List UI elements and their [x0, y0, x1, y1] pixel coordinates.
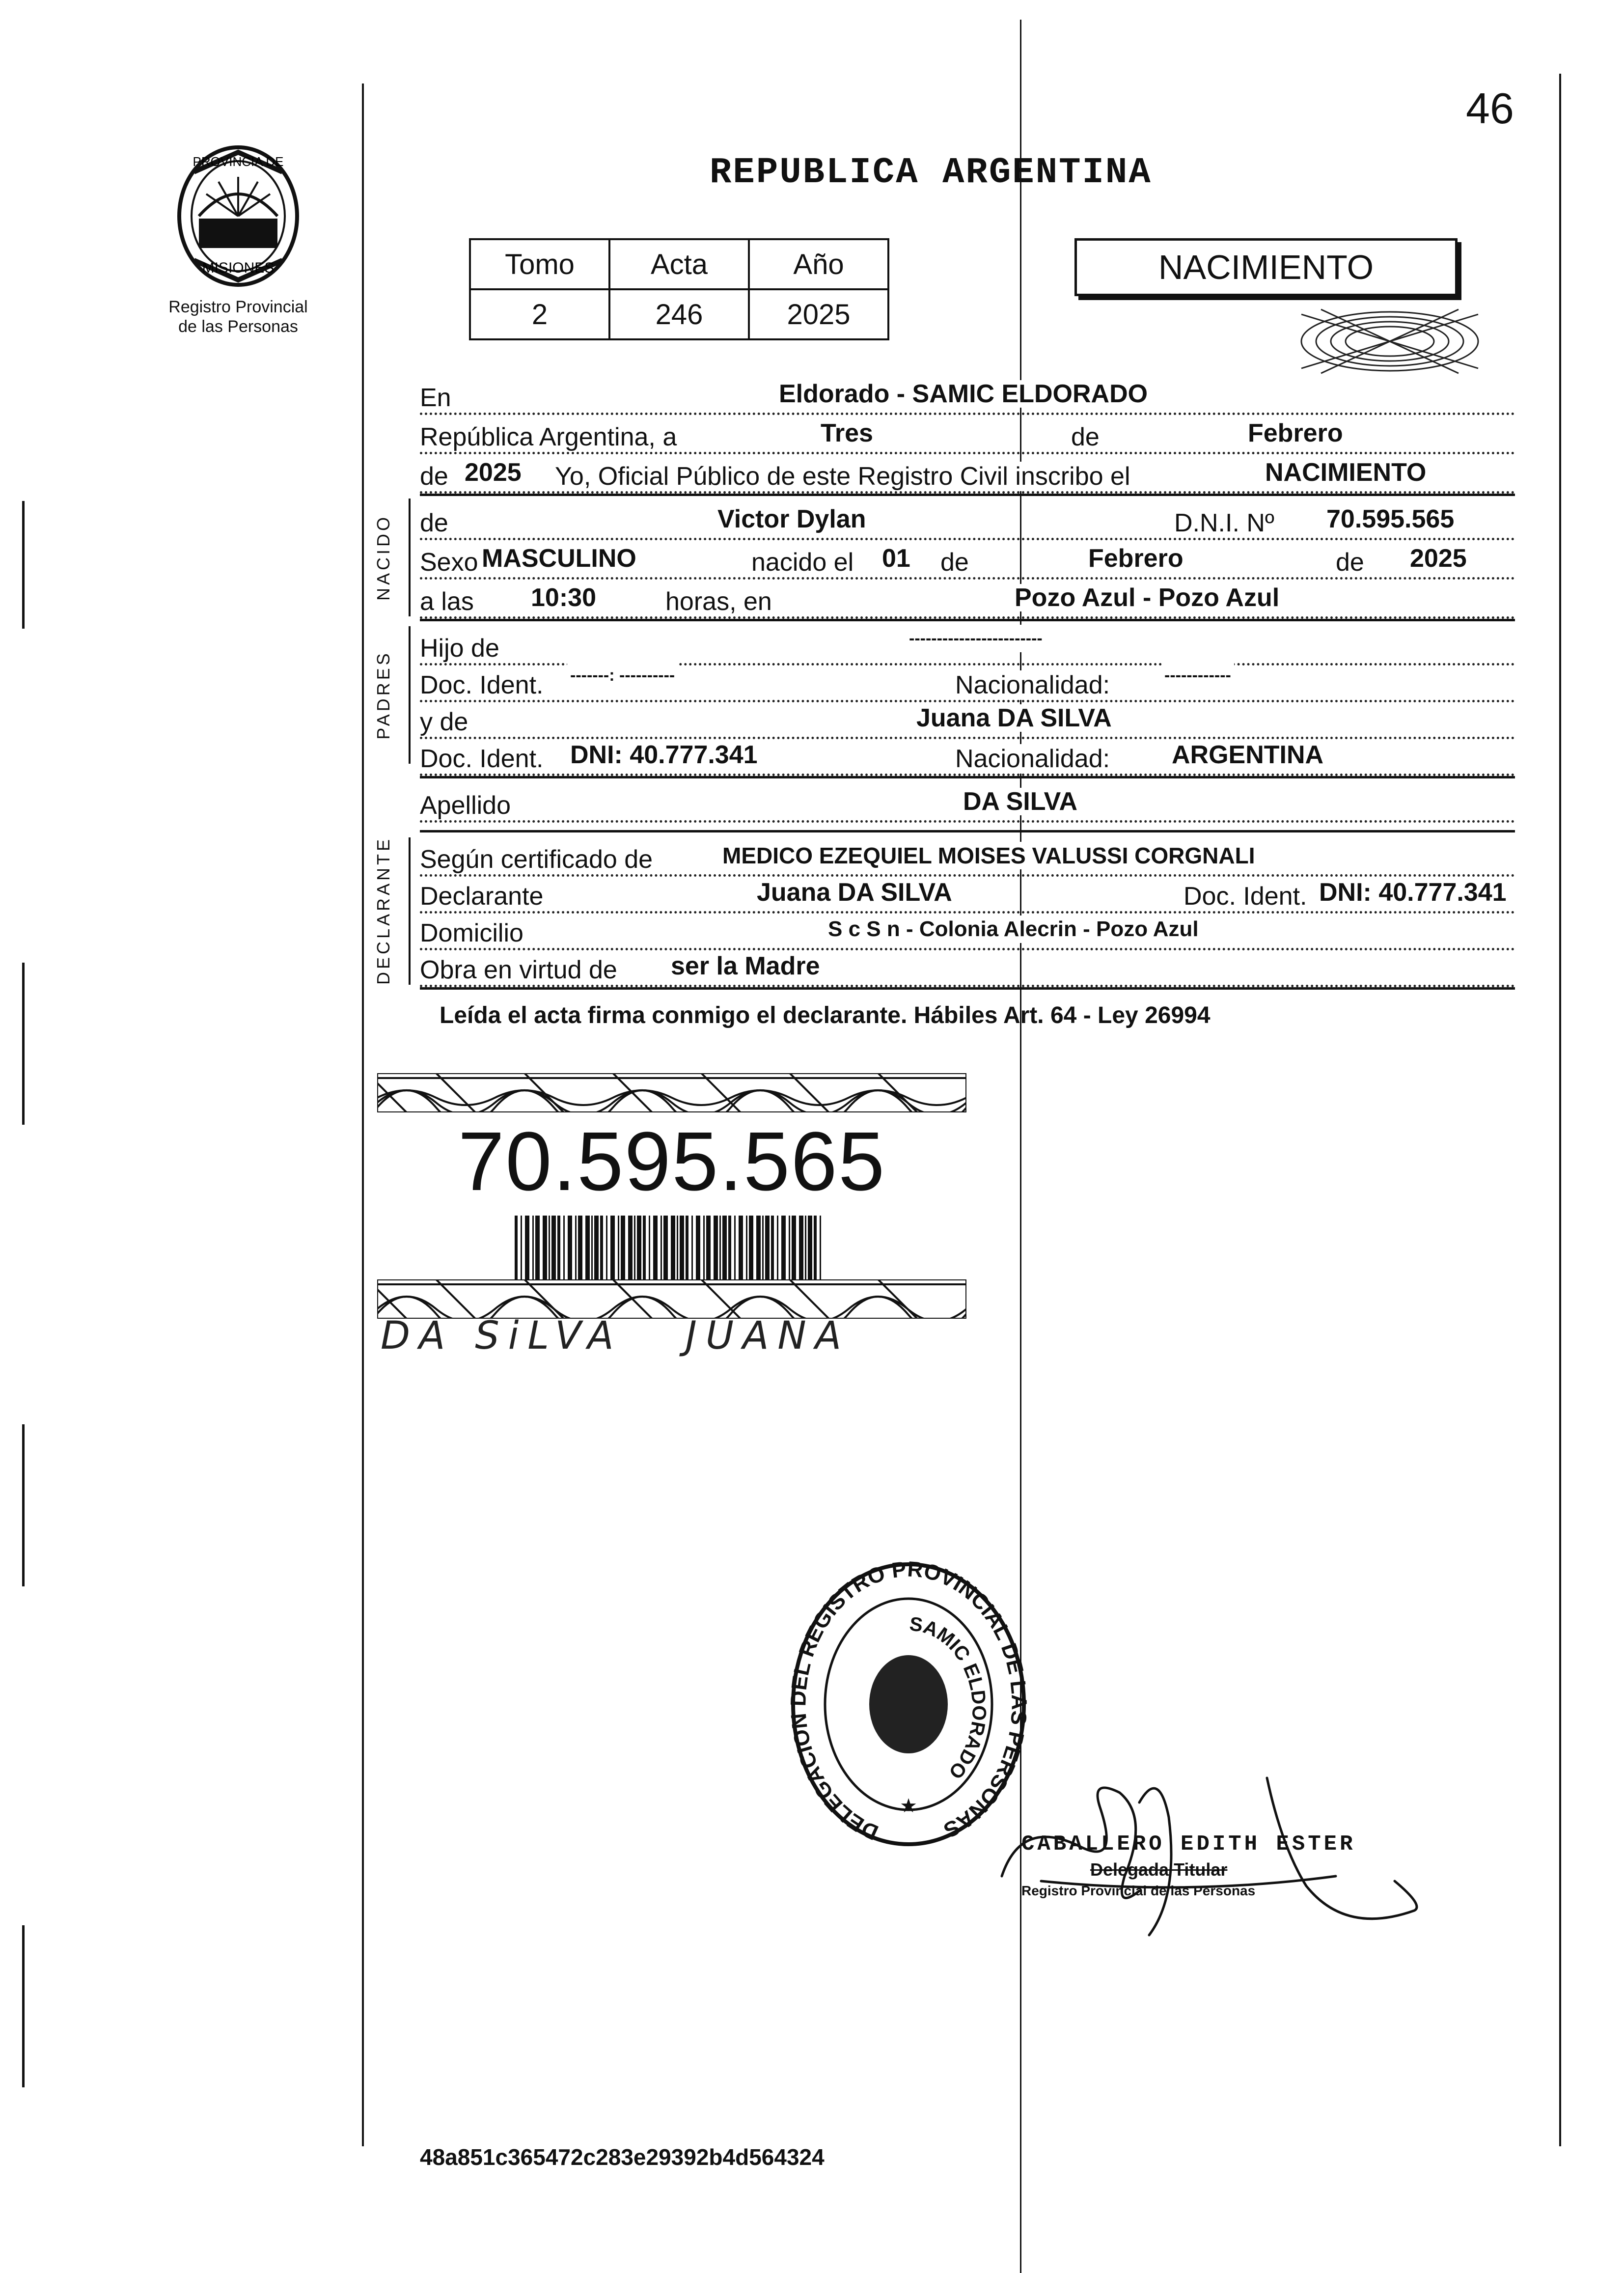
section-divider-declarante	[409, 837, 411, 985]
book-header-acta: Acta	[609, 239, 749, 289]
label-apellido: Apellido	[420, 791, 515, 820]
barcode-bar	[521, 1216, 522, 1279]
barcode-bar	[671, 1216, 675, 1279]
value-declarant-doc: DNI: 40.777.341	[1316, 879, 1510, 906]
barcode-bar	[722, 1216, 727, 1279]
left-margin-line	[362, 83, 364, 2146]
closing-note: Leída el acta firma conmigo el declarante. Hábiles Art. 64 - Ley 26994	[440, 1002, 1211, 1028]
book-reference-table	[469, 238, 889, 340]
barcode-bar	[728, 1216, 731, 1279]
book-header-tomo: Tomo	[470, 239, 609, 289]
label-doc-ident-declarant: Doc. Ident.	[1179, 882, 1311, 911]
section-label-padres: PADRES	[373, 650, 393, 740]
stamp-line-name: CABALLERO EDITH ESTER	[1021, 1832, 1356, 1857]
value-act-type: NACIMIENTO	[1262, 459, 1429, 486]
barcode-bar	[792, 1216, 796, 1279]
barcode-bar	[762, 1216, 764, 1279]
stamp-line-title: Delegada Titular	[1090, 1859, 1228, 1880]
barcode-bar	[578, 1216, 582, 1279]
row-surname	[420, 781, 1515, 823]
value-year: 2025	[462, 459, 524, 486]
label-hijo-de: Hijo de	[420, 634, 503, 663]
barcode-bar	[515, 1216, 518, 1279]
barcode-bar	[808, 1216, 812, 1279]
barcode-bar	[680, 1216, 684, 1279]
row-capacity	[420, 945, 1515, 987]
label-domicilio: Domicilio	[420, 918, 527, 948]
value-month: Febrero	[1245, 419, 1346, 447]
value-time: 10:30	[528, 584, 599, 611]
barcode-bar	[525, 1216, 529, 1279]
barcode-bar	[739, 1216, 743, 1279]
province-emblem	[165, 142, 312, 290]
document-type-box: NACIMIENTO	[1074, 238, 1458, 296]
row-mother	[420, 697, 1515, 739]
label-obra: Obra en virtud de	[420, 955, 621, 985]
label-de-month: de	[936, 548, 973, 577]
barcode-bar	[719, 1216, 721, 1279]
section-divider-padres	[409, 626, 411, 764]
svg-text:★: ★	[900, 1795, 917, 1817]
seal-outer-text: DELEGACION DEL REGISTRO PROVINCIAL DE LAS PERSONAS	[786, 1557, 1031, 1845]
barcode-bar	[691, 1216, 693, 1279]
scan-edge-mark	[22, 963, 25, 1125]
label-sexo: Sexo	[420, 548, 482, 577]
scan-edge-mark	[22, 1925, 25, 2087]
registry-caption	[145, 297, 331, 336]
label-de-birth-year: de	[1331, 548, 1368, 577]
country-title: REPUBLICA ARGENTINA	[710, 152, 1152, 194]
label-statement: Yo, Oficial Público de este Registro Civil inscribo el	[550, 462, 1134, 491]
value-father-name: ------------------------	[906, 625, 1046, 652]
barcode-bar	[696, 1216, 700, 1279]
row-date	[420, 413, 1515, 454]
label-dni: D.N.I. Nº	[1171, 508, 1278, 538]
rule-intro	[420, 494, 1515, 496]
row-sex-birth	[420, 538, 1515, 580]
barcode-bar	[551, 1216, 556, 1279]
row-time-place	[420, 577, 1515, 619]
row-address	[420, 909, 1515, 950]
barcode-bar	[756, 1216, 761, 1279]
row-mother-doc	[420, 734, 1515, 776]
label-declarante: Declarante	[420, 882, 547, 911]
barcode-bar	[789, 1216, 790, 1279]
book-value-acta: 246	[609, 289, 749, 339]
barcode-bar	[649, 1216, 650, 1279]
barcode-bar	[765, 1216, 770, 1279]
label-segun-certificado: Según certificado de	[420, 845, 657, 874]
value-birth-month: Febrero	[1085, 545, 1186, 572]
barcode-bar	[628, 1216, 633, 1279]
row-place	[420, 373, 1515, 415]
barcode-bar	[568, 1216, 572, 1279]
stamp-line-office: Registro Provincial de las Personas	[1021, 1883, 1256, 1898]
value-birth-day: 01	[879, 545, 913, 572]
barcode-bar	[734, 1216, 736, 1279]
barcode-bar	[820, 1216, 821, 1279]
emblem-top-text: PROVINCIA DE	[193, 154, 284, 169]
rule-apellido	[420, 830, 1515, 832]
barcode-bar	[661, 1216, 662, 1279]
rule-padres	[420, 776, 1515, 778]
rule-nacido	[420, 619, 1515, 621]
value-birth-place: Pozo Azul - Pozo Azul	[1012, 584, 1282, 611]
barcode-bar	[781, 1216, 786, 1279]
barcode-bar	[575, 1216, 577, 1279]
barcode-bar	[805, 1216, 806, 1279]
barcode-bar	[535, 1216, 540, 1279]
label-doc-ident-mother: Doc. Ident.	[420, 744, 547, 774]
label-de-year: de	[420, 462, 452, 491]
row-father	[420, 624, 1515, 665]
value-address: S c S n - Colonia Alecrin - Pozo Azul	[825, 915, 1202, 943]
guilloche-band-top	[377, 1073, 966, 1112]
label-a-las: a las	[420, 587, 478, 616]
guilloche-band-bottom	[377, 1279, 966, 1319]
signature-stamp	[1021, 1832, 1395, 1899]
security-hologram	[1292, 305, 1488, 378]
barcode-bar	[777, 1216, 778, 1279]
handwritten-name: DA SiLVA JUANA	[381, 1314, 851, 1358]
barcode-bar	[703, 1216, 705, 1279]
scan-edge-mark	[22, 501, 25, 629]
barcode-bar	[653, 1216, 658, 1279]
barcode-bar	[634, 1216, 635, 1279]
registry-caption-line: de las Personas	[178, 317, 298, 336]
barcode-bar	[563, 1216, 565, 1279]
emblem-bottom-text: MISIONES	[202, 260, 275, 276]
barcode-bar	[706, 1216, 711, 1279]
label-de-child: de	[420, 508, 452, 538]
barcode-bar	[618, 1216, 619, 1279]
label-nacionalidad-mother: Nacionalidad:	[950, 744, 1114, 774]
dni-sticker-number: 70.595.565	[458, 1115, 886, 1208]
book-header-anio: Año	[749, 239, 888, 289]
value-surname: DA SILVA	[960, 788, 1080, 815]
label-en: En	[420, 383, 455, 413]
row-child-name	[420, 499, 1515, 540]
row-statement	[420, 452, 1515, 494]
value-place: Eldorado - SAMIC ELDORADO	[776, 380, 1151, 408]
barcode-bar	[637, 1216, 641, 1279]
barcode-bar	[746, 1216, 747, 1279]
label-nacido-el: nacido el	[746, 548, 857, 577]
scan-edge-mark	[22, 1424, 25, 1586]
value-day: Tres	[818, 419, 876, 447]
barcode-bar	[585, 1216, 590, 1279]
value-mother-name: Juana DA SILVA	[913, 704, 1115, 732]
barcode-bar	[686, 1216, 688, 1279]
rule-declarante	[420, 987, 1515, 990]
barcode-bar	[621, 1216, 625, 1279]
label-horas: horas, en	[661, 587, 776, 616]
value-capacity: ser la Madre	[668, 952, 823, 980]
barcode-bar	[549, 1216, 550, 1279]
barcode-bar	[600, 1216, 603, 1279]
barcode-bar	[714, 1216, 718, 1279]
label-republic: República Argentina, a	[420, 422, 681, 452]
value-certificate: MEDICO EZEQUIEL MOISES VALUSSI CORGNALI	[719, 842, 1258, 869]
barcode-bar	[557, 1216, 560, 1279]
value-father-nationality: ------------	[1161, 662, 1234, 689]
label-de: de	[1068, 422, 1103, 452]
right-margin-line	[1559, 74, 1561, 2146]
barcode-bar	[532, 1216, 534, 1279]
section-label-nacido: NACIDO	[373, 514, 393, 601]
row-declarant	[420, 872, 1515, 914]
barcode-bar	[610, 1216, 615, 1279]
barcode-bar	[677, 1216, 678, 1279]
barcode-bar	[814, 1216, 817, 1279]
barcode-bar	[771, 1216, 774, 1279]
seal-inner-text: SAMIC ELDORADO	[908, 1613, 990, 1783]
dni-sticker	[377, 1073, 966, 1319]
value-mother-nationality: ARGENTINA	[1169, 741, 1326, 769]
value-child-dni: 70.595.565	[1323, 505, 1457, 533]
row-father-doc	[420, 661, 1515, 702]
page-number: 46	[1466, 84, 1514, 133]
barcode-bar	[663, 1216, 668, 1279]
registry-caption-line: Registro Provincial	[168, 298, 308, 316]
footer-hash: 48a851c365472c283e29392b4d564324	[420, 2144, 825, 2170]
label-y-de: y de	[420, 707, 472, 737]
barcode-bar	[591, 1216, 593, 1279]
row-certificate	[420, 835, 1515, 877]
book-value-tomo: 2	[470, 289, 609, 339]
value-sex: MASCULINO	[479, 545, 639, 572]
section-label-declarante: DECLARANTE	[373, 836, 393, 985]
book-value-anio: 2025	[749, 289, 888, 339]
value-birth-year: 2025	[1407, 545, 1470, 572]
label-nacionalidad-father: Nacionalidad:	[950, 670, 1114, 700]
value-mother-doc: DNI: 40.777.341	[567, 741, 761, 769]
barcode-bar	[543, 1216, 547, 1279]
barcode-bar	[606, 1216, 607, 1279]
value-father-doc: -------: ----------	[567, 662, 678, 689]
section-divider-nacido	[409, 499, 411, 616]
barcode-bar	[799, 1216, 803, 1279]
value-declarant-name: Juana DA SILVA	[754, 879, 955, 906]
barcode	[515, 1216, 829, 1279]
label-doc-ident-father: Doc. Ident.	[420, 670, 547, 700]
value-child-name: Victor Dylan	[715, 505, 869, 533]
barcode-bar	[749, 1216, 753, 1279]
barcode-bar	[643, 1216, 646, 1279]
barcode-bar	[594, 1216, 599, 1279]
